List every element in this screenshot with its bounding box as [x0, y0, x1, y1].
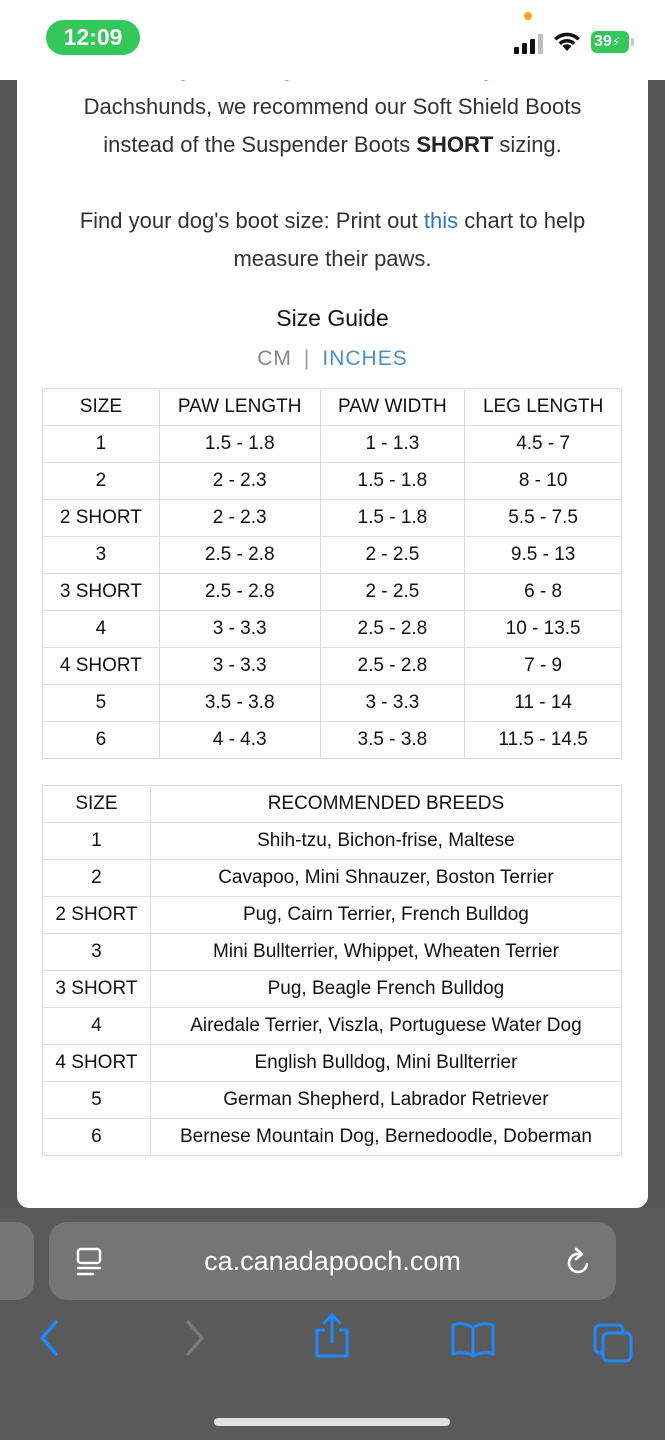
battery-icon: 39⚡: [591, 31, 629, 53]
find-line-1-before: Find your dog's boot size: Print out: [79, 208, 424, 233]
table-row: [43, 1119, 622, 1156]
status-time: 12:09: [46, 20, 140, 55]
header-recommended-breeds: RECOMMENDED BREEDS: [150, 786, 621, 823]
tabs-icon[interactable]: [592, 1322, 636, 1364]
previous-tab-peek[interactable]: [0, 1222, 34, 1300]
cell-paw-length: 3.5 - 3.8: [159, 685, 320, 722]
cell-size: 3: [43, 934, 151, 971]
intro-line-3-before: instead of the Suspender Boots: [103, 132, 417, 157]
cell-paw-length: 1.5 - 1.8: [159, 426, 320, 463]
cell-size: 6: [43, 1119, 151, 1156]
header-leg-length: LEG LENGTH: [465, 389, 622, 426]
table-row: [43, 897, 622, 934]
cell-breeds: German Shepherd, Labrador Retriever: [150, 1082, 621, 1119]
address-bar[interactable]: [49, 1222, 616, 1300]
cell-leg-length: 9.5 - 13: [465, 537, 622, 574]
cell-paw-length: 3 - 3.3: [159, 611, 320, 648]
cell-breeds: Airedale Terrier, Viszla, Portuguese Water Dog: [150, 1008, 621, 1045]
back-chevron-icon[interactable]: [36, 1318, 64, 1358]
cell-leg-length: 4.5 - 7: [465, 426, 622, 463]
cell-breeds: Mini Bullterrier, Whippet, Wheaten Terrier: [150, 934, 621, 971]
header-size: SIZE: [43, 786, 151, 823]
chart-link[interactable]: this: [423, 208, 459, 233]
status-bar: [0, 0, 665, 80]
unit-toggle: [17, 347, 648, 371]
cell-paw-length: 2 - 2.3: [159, 500, 320, 537]
find-size-text: [17, 202, 648, 278]
cell-size: 4 SHORT: [43, 648, 160, 685]
cell-size: 5: [43, 685, 160, 722]
cell-paw-length: 2 - 2.3: [159, 463, 320, 500]
table-row: [43, 1045, 622, 1082]
battery-tip: [631, 38, 634, 46]
cell-leg-length: 11 - 14: [465, 685, 622, 722]
cellular-signal-icon: [514, 32, 546, 54]
table-row: [43, 537, 622, 574]
table-row: [43, 1082, 622, 1119]
forward-chevron-icon[interactable]: [180, 1318, 208, 1358]
cell-leg-length: 11.5 - 14.5: [465, 722, 622, 759]
header-paw-width: PAW WIDTH: [320, 389, 465, 426]
url-text[interactable]: ca.canadapooch.com: [204, 1246, 461, 1276]
cell-leg-length: 7 - 9: [465, 648, 622, 685]
cell-paw-width: 2.5 - 2.8: [320, 611, 465, 648]
table-row: [43, 823, 622, 860]
cell-paw-width: 3.5 - 3.8: [320, 722, 465, 759]
cell-breeds: Pug, Beagle French Bulldog: [150, 971, 621, 1008]
intro-line-3: [17, 126, 648, 164]
cell-paw-width: 2 - 2.5: [320, 574, 465, 611]
cell-breeds: Pug, Cairn Terrier, French Bulldog: [150, 897, 621, 934]
cell-size: 4 SHORT: [43, 1045, 151, 1082]
privacy-indicator-dot: [524, 12, 532, 20]
cell-paw-width: 1.5 - 1.8: [320, 463, 465, 500]
table-row: [43, 611, 622, 648]
cell-breeds: English Bulldog, Mini Bullterrier: [150, 1045, 621, 1082]
cell-breeds: Bernese Mountain Dog, Bernedoodle, Doberman: [150, 1119, 621, 1156]
cell-size: 2: [43, 860, 151, 897]
cell-leg-length: 10 - 13.5: [465, 611, 622, 648]
reader-mode-icon[interactable]: [75, 1247, 103, 1277]
table-row: [43, 426, 622, 463]
table-row: [43, 574, 622, 611]
header-size: SIZE: [43, 389, 160, 426]
cell-size: 1: [43, 823, 151, 860]
table-row: [43, 463, 622, 500]
find-line-1-after: chart to help: [458, 208, 586, 233]
cell-size: 2 SHORT: [43, 500, 160, 537]
cell-size: 2 SHORT: [43, 897, 151, 934]
unit-cm-tab[interactable]: CM: [257, 347, 292, 370]
cell-leg-length: 5.5 - 7.5: [465, 500, 622, 537]
breed-table: [42, 785, 622, 1156]
unit-inches-tab[interactable]: INCHES: [322, 347, 408, 370]
cell-size: 6: [43, 722, 160, 759]
cell-leg-length: 8 - 10: [465, 463, 622, 500]
cell-size: 3: [43, 537, 160, 574]
table-row: [43, 1008, 622, 1045]
reload-icon[interactable]: [565, 1247, 593, 1277]
cell-paw-width: 2.5 - 2.8: [320, 648, 465, 685]
cell-size: 5: [43, 1082, 151, 1119]
find-line-1: [17, 202, 648, 240]
size-table-header: [43, 389, 622, 426]
intro-line-3-after: sizing.: [493, 132, 562, 157]
cell-breeds: Shih-tzu, Bichon-frise, Maltese: [150, 823, 621, 860]
browser-toolbar: [0, 1208, 665, 1440]
table-row: [43, 860, 622, 897]
cell-paw-length: 4 - 4.3: [159, 722, 320, 759]
cell-paw-width: 3 - 3.3: [320, 685, 465, 722]
share-icon[interactable]: [312, 1312, 352, 1360]
book-icon[interactable]: [450, 1320, 496, 1358]
cell-size: 4: [43, 611, 160, 648]
cell-size: 2: [43, 463, 160, 500]
cell-paw-length: 2.5 - 2.8: [159, 574, 320, 611]
table-row: [43, 934, 622, 971]
battery-level: 39: [594, 33, 612, 50]
cell-paw-length: 3 - 3.3: [159, 648, 320, 685]
table-row: [43, 648, 622, 685]
home-indicator: [214, 1418, 450, 1426]
header-paw-length: PAW LENGTH: [159, 389, 320, 426]
cell-paw-width: 1.5 - 1.8: [320, 500, 465, 537]
cell-size: 4: [43, 1008, 151, 1045]
cell-paw-length: 2.5 - 2.8: [159, 537, 320, 574]
web-page-content: [17, 60, 648, 1208]
cell-leg-length: 6 - 8: [465, 574, 622, 611]
short-emphasis: SHORT: [416, 132, 494, 157]
cell-size: 1: [43, 426, 160, 463]
unit-separator: |: [303, 347, 311, 370]
size-guide-title: Size Guide: [276, 305, 389, 331]
cell-breeds: Cavapoo, Mini Shnauzer, Boston Terrier: [150, 860, 621, 897]
table-row: [43, 500, 622, 537]
find-line-2: measure their paws.: [233, 246, 432, 271]
size-table: [42, 388, 622, 759]
wifi-icon: [553, 30, 581, 52]
table-row: [43, 722, 622, 759]
table-row: [43, 971, 622, 1008]
cell-size: 3 SHORT: [43, 574, 160, 611]
table-row: [43, 685, 622, 722]
cell-paw-width: 2 - 2.5: [320, 537, 465, 574]
cell-size: 3 SHORT: [43, 971, 151, 1008]
breed-table-header: [43, 786, 622, 823]
cell-paw-width: 1 - 1.3: [320, 426, 465, 463]
intro-line-2: Dachshunds, we recommend our Soft Shield Boots: [83, 94, 582, 119]
